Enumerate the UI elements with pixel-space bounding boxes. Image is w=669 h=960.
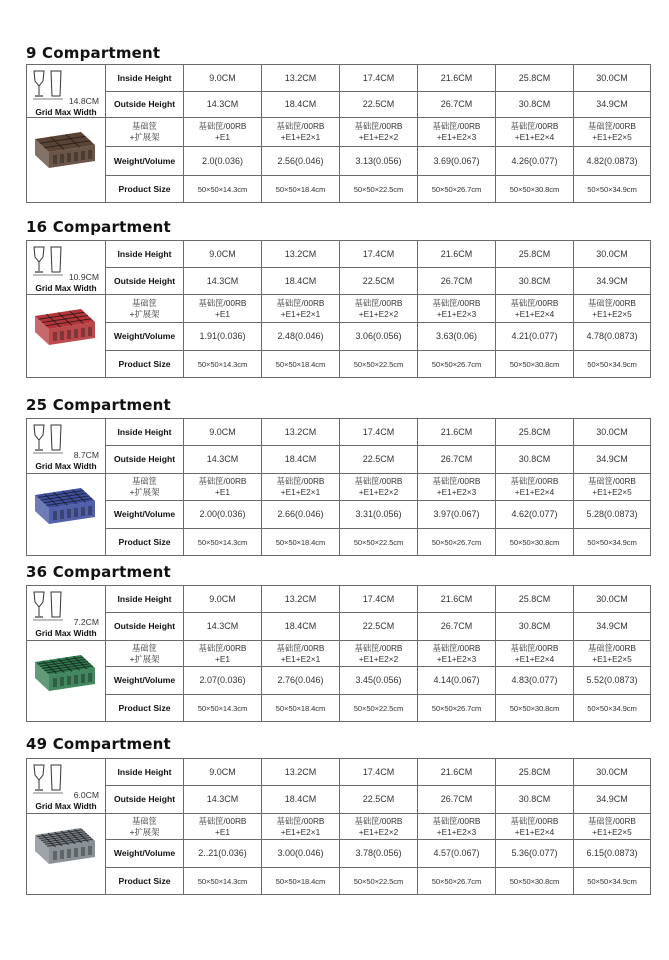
grid-width-label: Grid Max Width [35, 461, 97, 471]
table-cell: 基础筐/00RB +E1+E2×1 [262, 474, 340, 501]
table-cell: 基础筐/00RB +E1+E2×1 [262, 814, 340, 840]
table-cell: 4.21(0.077) [496, 323, 574, 351]
table-cell: 9.0CM [184, 419, 262, 446]
row-label: Weight/Volume [106, 323, 184, 351]
table-cell: 50×50×34.9cm [574, 176, 651, 203]
table-cell: 13.2CM [262, 65, 340, 92]
table-cell: 基础筐/00RB +E1+E2×3 [418, 814, 496, 840]
table-cell: 5.36(0.077) [496, 840, 574, 868]
table-cell: 50×50×18.4cm [262, 695, 340, 722]
table-cell: 30.8CM [496, 92, 574, 118]
row-label: Product Size [106, 529, 184, 556]
section-title: 16 Compartment [26, 218, 171, 236]
grid-width-value: 7.2CM [73, 617, 99, 627]
rack-illustration [32, 481, 98, 525]
table-cell: 3.06(0.056) [340, 323, 418, 351]
table-cell: 基础筐/00RB +E1+E2×2 [340, 118, 418, 147]
table-cell: 基础筐/00RB +E1 [184, 118, 262, 147]
table-cell: 50×50×14.3cm [184, 868, 262, 895]
table-cell: 50×50×30.8cm [496, 176, 574, 203]
table-cell: 4.14(0.067) [418, 667, 496, 695]
table-cell: 3.97(0.067) [418, 501, 496, 529]
glass-outline-icon [30, 245, 70, 277]
table-cell: 50×50×34.9cm [574, 529, 651, 556]
table-cell: 基础筐/00RB +E1+E2×1 [262, 641, 340, 667]
grid-width-cell [27, 586, 106, 641]
table-cell: 34.9CM [574, 446, 651, 474]
table-cell: 9.0CM [184, 65, 262, 92]
grid-width-value: 6.0CM [73, 790, 99, 800]
glass-outline-icon [30, 423, 70, 455]
table-cell: 50×50×18.4cm [262, 529, 340, 556]
table-cell: 基础筐/00RB +E1+E2×5 [574, 641, 651, 667]
table-cell: 2..21(0.036) [184, 840, 262, 868]
table-cell: 2.66(0.046) [262, 501, 340, 529]
table-cell: 基础筐/00RB +E1+E2×1 [262, 295, 340, 323]
table-row [27, 474, 651, 501]
table-cell: 4.26(0.077) [496, 147, 574, 176]
table-row [27, 176, 651, 203]
table-cell: 4.57(0.067) [418, 840, 496, 868]
table-cell: 18.4CM [262, 786, 340, 814]
table-cell: 50×50×26.7cm [418, 695, 496, 722]
table-cell: 基础筐/00RB +E1+E2×5 [574, 474, 651, 501]
table-cell: 14.3CM [184, 786, 262, 814]
rack-illustration [32, 302, 98, 346]
table-cell: 30.8CM [496, 786, 574, 814]
table-cell: 3.31(0.056) [340, 501, 418, 529]
table-cell: 13.2CM [262, 419, 340, 446]
table-cell: 50×50×30.8cm [496, 351, 574, 378]
table-cell: 3.45(0.056) [340, 667, 418, 695]
row-label: Inside Height [106, 759, 184, 786]
row-label: 基础筐 +扩展架 [106, 118, 184, 147]
table-cell: 2.76(0.046) [262, 667, 340, 695]
table-row [27, 351, 651, 378]
table-cell: 9.0CM [184, 586, 262, 613]
table-cell: 14.3CM [184, 268, 262, 295]
grid-width-label: Grid Max Width [35, 628, 97, 638]
table-cell: 基础筐/00RB +E1+E2×5 [574, 118, 651, 147]
row-label: 基础筐 +扩展架 [106, 295, 184, 323]
table-cell: 基础筐/00RB +E1+E2×2 [340, 814, 418, 840]
section-title: 25 Compartment [26, 396, 171, 414]
table-cell: 5.28(0.0873) [574, 501, 651, 529]
table-cell: 基础筐/00RB +E1+E2×1 [262, 118, 340, 147]
table-cell: 50×50×26.7cm [418, 351, 496, 378]
table-cell: 基础筐/00RB +E1+E2×3 [418, 118, 496, 147]
table-cell: 2.56(0.046) [262, 147, 340, 176]
row-label: Outside Height [106, 268, 184, 295]
table-cell: 17.4CM [340, 419, 418, 446]
glass-illustration [30, 245, 70, 277]
table-cell: 9.0CM [184, 241, 262, 268]
table-cell: 34.9CM [574, 613, 651, 641]
table-cell: 基础筐/00RB +E1+E2×4 [496, 295, 574, 323]
table-cell: 18.4CM [262, 92, 340, 118]
glass-illustration [30, 763, 70, 795]
table-cell: 34.9CM [574, 268, 651, 295]
table-cell: 13.2CM [262, 241, 340, 268]
table-cell: 34.9CM [574, 92, 651, 118]
table-cell: 21.6CM [418, 241, 496, 268]
table-cell: 21.6CM [418, 586, 496, 613]
table-row [27, 868, 651, 895]
table-cell: 50×50×22.5cm [340, 868, 418, 895]
table-cell: 基础筐/00RB +E1+E2×4 [496, 814, 574, 840]
table-cell: 22.5CM [340, 446, 418, 474]
table-cell: 30.0CM [574, 65, 651, 92]
table-cell: 30.8CM [496, 613, 574, 641]
table-cell: 基础筐/00RB +E1+E2×5 [574, 814, 651, 840]
rack-illustration [32, 821, 98, 865]
grid-width-label: Grid Max Width [35, 801, 97, 811]
table-cell: 13.2CM [262, 759, 340, 786]
table-cell: 50×50×30.8cm [496, 529, 574, 556]
table-cell: 4.82(0.0873) [574, 147, 651, 176]
table-row [27, 529, 651, 556]
grid-width-cell [27, 65, 106, 118]
table-cell: 基础筐/00RB +E1+E2×4 [496, 118, 574, 147]
table-row [27, 695, 651, 722]
table-row [27, 814, 651, 840]
table-row [27, 241, 651, 268]
table-cell: 30.8CM [496, 446, 574, 474]
row-label: Weight/Volume [106, 501, 184, 529]
rack-basket-icon [32, 481, 98, 525]
table-cell: 30.0CM [574, 419, 651, 446]
table-cell: 14.3CM [184, 446, 262, 474]
glass-illustration [30, 590, 70, 622]
row-label: Weight/Volume [106, 667, 184, 695]
table-cell: 50×50×18.4cm [262, 351, 340, 378]
table-cell: 26.7CM [418, 446, 496, 474]
table-cell: 4.62(0.077) [496, 501, 574, 529]
table-row [27, 446, 651, 474]
table-cell: 50×50×22.5cm [340, 351, 418, 378]
spec-table [26, 64, 651, 203]
grid-width-label: Grid Max Width [35, 283, 97, 293]
table-cell: 22.5CM [340, 613, 418, 641]
row-label: Inside Height [106, 65, 184, 92]
table-cell: 50×50×14.3cm [184, 176, 262, 203]
section-title: 49 Compartment [26, 735, 171, 753]
glass-illustration [30, 423, 70, 455]
table-cell: 基础筐/00RB +E1 [184, 641, 262, 667]
table-cell: 30.0CM [574, 586, 651, 613]
table-cell: 4.83(0.077) [496, 667, 574, 695]
table-cell: 50×50×22.5cm [340, 529, 418, 556]
table-row [27, 840, 651, 868]
table-cell: 22.5CM [340, 268, 418, 295]
table-cell: 18.4CM [262, 446, 340, 474]
row-label: 基础筐 +扩展架 [106, 814, 184, 840]
row-label: 基础筐 +扩展架 [106, 474, 184, 501]
table-cell: 14.3CM [184, 92, 262, 118]
rack-basket-icon [32, 648, 98, 692]
table-cell: 3.13(0.056) [340, 147, 418, 176]
table-cell: 3.00(0.046) [262, 840, 340, 868]
spec-table [26, 418, 651, 556]
table-cell: 26.7CM [418, 92, 496, 118]
row-label: Outside Height [106, 446, 184, 474]
table-row [27, 295, 651, 323]
table-cell: 34.9CM [574, 786, 651, 814]
spec-table [26, 758, 651, 895]
glass-outline-icon [30, 763, 70, 795]
table-cell: 基础筐/00RB +E1+E2×4 [496, 474, 574, 501]
table-row [27, 92, 651, 118]
table-cell: 26.7CM [418, 268, 496, 295]
table-row [27, 586, 651, 613]
table-cell: 17.4CM [340, 241, 418, 268]
table-cell: 26.7CM [418, 786, 496, 814]
rack-illustration [32, 648, 98, 692]
table-cell: 50×50×14.3cm [184, 529, 262, 556]
row-label: Outside Height [106, 92, 184, 118]
table-cell: 基础筐/00RB +E1+E2×3 [418, 295, 496, 323]
table-cell: 2.48(0.046) [262, 323, 340, 351]
row-label: Inside Height [106, 241, 184, 268]
table-cell: 50×50×30.8cm [496, 695, 574, 722]
table-row [27, 501, 651, 529]
table-cell: 18.4CM [262, 268, 340, 295]
table-cell: 50×50×22.5cm [340, 176, 418, 203]
table-cell: 30.0CM [574, 759, 651, 786]
table-cell: 30.0CM [574, 241, 651, 268]
table-cell: 基础筐/00RB +E1+E2×2 [340, 641, 418, 667]
table-row [27, 118, 651, 147]
table-cell: 50×50×14.3cm [184, 351, 262, 378]
table-cell: 50×50×18.4cm [262, 176, 340, 203]
table-cell: 50×50×22.5cm [340, 695, 418, 722]
table-row [27, 786, 651, 814]
table-cell: 50×50×30.8cm [496, 868, 574, 895]
rack-basket-icon [32, 125, 98, 169]
table-row [27, 667, 651, 695]
row-label: Inside Height [106, 419, 184, 446]
table-cell: 26.7CM [418, 613, 496, 641]
table-row [27, 65, 651, 92]
table-row [27, 641, 651, 667]
table-cell: 50×50×14.3cm [184, 695, 262, 722]
table-cell: 基础筐/00RB +E1+E2×4 [496, 641, 574, 667]
table-row [27, 268, 651, 295]
table-cell: 18.4CM [262, 613, 340, 641]
table-cell: 基础筐/00RB +E1+E2×2 [340, 474, 418, 501]
table-cell: 基础筐/00RB +E1+E2×2 [340, 295, 418, 323]
grid-width-cell [27, 241, 106, 295]
table-cell: 2.0(0.036) [184, 147, 262, 176]
table-cell: 21.6CM [418, 65, 496, 92]
row-label: Product Size [106, 868, 184, 895]
table-cell: 25.8CM [496, 419, 574, 446]
table-cell: 50×50×26.7cm [418, 529, 496, 556]
row-label: Weight/Volume [106, 147, 184, 176]
table-cell: 3.78(0.056) [340, 840, 418, 868]
table-cell: 17.4CM [340, 586, 418, 613]
grid-width-value: 10.9CM [68, 272, 99, 282]
table-cell: 3.69(0.067) [418, 147, 496, 176]
table-cell: 21.6CM [418, 419, 496, 446]
table-cell: 25.8CM [496, 241, 574, 268]
rack-image-cell [27, 814, 106, 895]
table-cell: 基础筐/00RB +E1+E2×3 [418, 474, 496, 501]
table-cell: 基础筐/00RB +E1 [184, 295, 262, 323]
table-cell: 50×50×34.9cm [574, 695, 651, 722]
rack-image-cell [27, 118, 106, 203]
table-row [27, 759, 651, 786]
spec-table [26, 240, 651, 378]
table-cell: 14.3CM [184, 613, 262, 641]
table-cell: 22.5CM [340, 786, 418, 814]
table-row [27, 323, 651, 351]
grid-width-cell [27, 419, 106, 474]
row-label: Weight/Volume [106, 840, 184, 868]
table-cell: 50×50×26.7cm [418, 176, 496, 203]
table-cell: 25.8CM [496, 65, 574, 92]
grid-width-label: Grid Max Width [35, 107, 97, 117]
table-cell: 9.0CM [184, 759, 262, 786]
table-cell: 2.00(0.036) [184, 501, 262, 529]
table-row [27, 419, 651, 446]
table-cell: 25.8CM [496, 759, 574, 786]
table-row [27, 147, 651, 176]
table-cell: 17.4CM [340, 759, 418, 786]
rack-basket-icon [32, 821, 98, 865]
table-row [27, 613, 651, 641]
table-cell: 基础筐/00RB +E1 [184, 814, 262, 840]
rack-image-cell [27, 641, 106, 722]
table-cell: 22.5CM [340, 92, 418, 118]
rack-basket-icon [32, 302, 98, 346]
table-cell: 基础筐/00RB +E1+E2×3 [418, 641, 496, 667]
glass-outline-icon [30, 590, 70, 622]
table-cell: 基础筐/00RB +E1 [184, 474, 262, 501]
table-cell: 25.8CM [496, 586, 574, 613]
glass-outline-icon [30, 69, 70, 101]
table-cell: 30.8CM [496, 268, 574, 295]
table-cell: 50×50×18.4cm [262, 868, 340, 895]
table-cell: 3.63(0.06) [418, 323, 496, 351]
rack-illustration [32, 125, 98, 169]
row-label: Outside Height [106, 786, 184, 814]
rack-image-cell [27, 295, 106, 378]
row-label: 基础筐 +扩展架 [106, 641, 184, 667]
table-cell: 21.6CM [418, 759, 496, 786]
table-cell: 50×50×34.9cm [574, 351, 651, 378]
rack-image-cell [27, 474, 106, 556]
section-title: 36 Compartment [26, 563, 171, 581]
section-title: 9 Compartment [26, 44, 161, 62]
table-cell: 50×50×34.9cm [574, 868, 651, 895]
row-label: Product Size [106, 351, 184, 378]
row-label: Product Size [106, 176, 184, 203]
table-cell: 4.78(0.0873) [574, 323, 651, 351]
table-cell: 1.91(0.036) [184, 323, 262, 351]
table-cell: 2.07(0.036) [184, 667, 262, 695]
row-label: Product Size [106, 695, 184, 722]
glass-illustration [30, 69, 70, 101]
grid-width-value: 8.7CM [73, 450, 99, 460]
row-label: Outside Height [106, 613, 184, 641]
table-cell: 基础筐/00RB +E1+E2×5 [574, 295, 651, 323]
table-cell: 5.52(0.0873) [574, 667, 651, 695]
table-cell: 13.2CM [262, 586, 340, 613]
spec-table [26, 585, 651, 722]
row-label: Inside Height [106, 586, 184, 613]
grid-width-value: 14.8CM [68, 96, 99, 106]
table-cell: 17.4CM [340, 65, 418, 92]
grid-width-cell [27, 759, 106, 814]
table-cell: 6.15(0.0873) [574, 840, 651, 868]
table-cell: 50×50×26.7cm [418, 868, 496, 895]
